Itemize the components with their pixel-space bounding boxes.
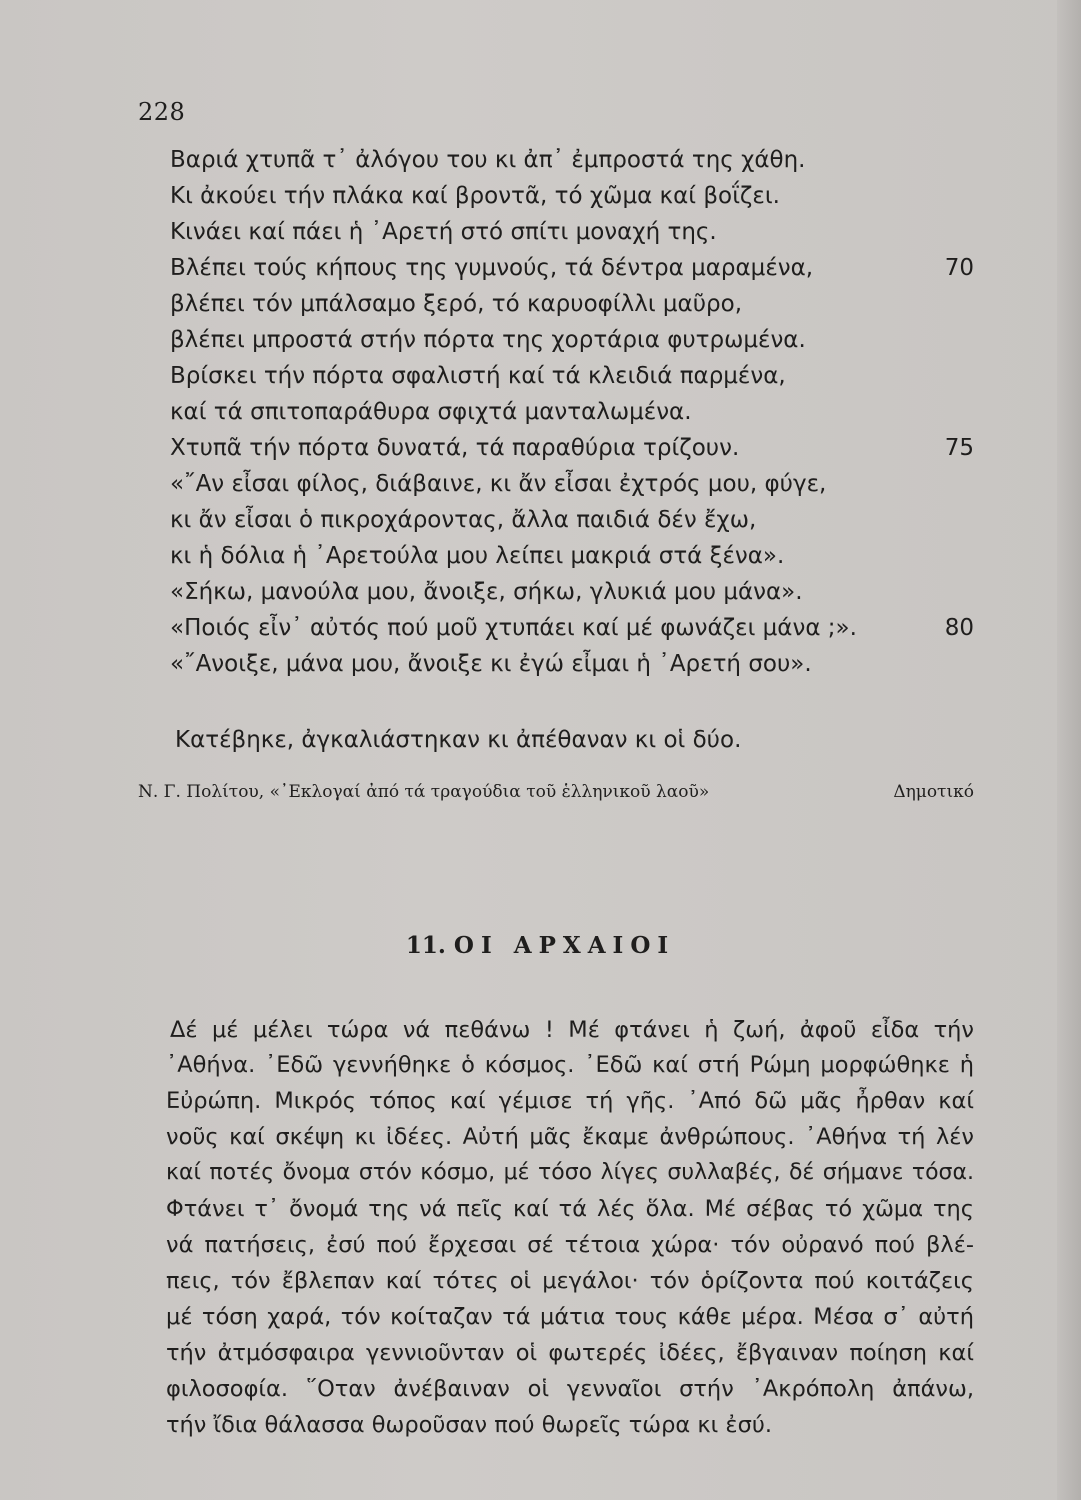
prose-line: μέ τόση χαρά, τόν κοίταζαν τά μάτια τους κάθε μέρα. Μέσα σ᾽ αὐτή bbox=[166, 1304, 974, 1330]
poem-final-line: Κατέβηκε, ἀγκαλιάστηκαν κι ἀπέθαναν κι οἱ δύο. bbox=[175, 727, 742, 753]
page-number: 228 bbox=[138, 98, 186, 126]
poem-line: Χτυπᾶ τήν πόρτα δυνατά, τά παραθύρια τρίζουν. bbox=[170, 435, 740, 461]
prose-line: καί ποτές ὄνομα στόν κόσμο, μέ τόσο λίγες συλλαβές, δέ σήμανε τόσα. bbox=[166, 1160, 974, 1185]
poem-line: «Ποιός εἶν᾽ αὐτός πού μοῦ χτυπάει καί μέ φωνάζει μάνα ;». bbox=[170, 615, 857, 641]
poem-line: βλέπει μπροστά στήν πόρτα της χορτάρια φυτρωμένα. bbox=[170, 327, 806, 353]
poem-line: Κινάει καί πάει ἡ ᾽Αρετή στό σπίτι μοναχή της. bbox=[170, 219, 717, 245]
prose-line: νοῦς καί σκέψη κι ἰδέες. Αὐτή μᾶς ἔκαμε ἀνθρώπους. ᾽Αθήνα τή λέν bbox=[166, 1124, 974, 1150]
poem-line: «῎Αν εἶσαι φίλος, διάβαινε, κι ἄν εἶσαι ἐχτρός μου, φύγε, bbox=[170, 471, 827, 497]
poem-line: κι ἡ δόλια ἡ ᾽Αρετούλα μου λείπει μακριά στά ξένα». bbox=[170, 543, 785, 569]
poem-line: καί τά σπιτοπαράθυρα σφιχτά μανταλωμένα. bbox=[170, 399, 692, 425]
source-citation bbox=[138, 780, 974, 804]
line-number: 70 bbox=[944, 255, 974, 281]
citation-text: Ν. Γ. Πολίτου, «᾽Εκλογαί ἀπό τά τραγούδια τοῦ ἑλληνικοῦ λαοῦ» bbox=[138, 782, 710, 802]
book-spine-shadow bbox=[1057, 0, 1081, 1500]
poem-line: κι ἄν εἶσαι ὁ πικροχάροντας, ἄλλα παιδιά δέν ἔχω, bbox=[170, 507, 757, 533]
section-title: ΟΙ ΑΡΧΑΙΟΙ bbox=[453, 932, 676, 959]
prose-line: Φτάνει τ᾽ ὄνομά της νά πεῖς καί τά λές ὅλα. Μέ σέβας τό χῶμα της bbox=[166, 1196, 974, 1222]
poem-line: βλέπει τόν μπάλσαμο ξερό, τό καρυοφίλλι μαῦρο, bbox=[170, 291, 743, 317]
prose-line: πεις, τόν ἔβλεπαν καί τότες οἱ μεγάλοι· τόν ὁρίζοντα πού κοιτάζεις bbox=[166, 1268, 974, 1294]
prose-line: τήν ἴδια θάλασσα θωροῦσαν πού θωρεῖς τώρα κι ἐσύ. bbox=[166, 1412, 773, 1438]
section-heading bbox=[0, 932, 1081, 959]
poem-line: Κι ἀκούει τήν πλάκα καί βροντᾶ, τό χῶμα καί βοΐζει. bbox=[170, 183, 780, 209]
poem-line: «῎Ανοιξε, μάνα μου, ἄνοιξε κι ἐγώ εἶμαι ἡ ᾽Αρετή σου». bbox=[170, 651, 812, 677]
prose-line: ᾽Αθήνα. ᾽Εδῶ γεννήθηκε ὁ κόσμος. ᾽Εδῶ καί στή Ρώμη μορφώθηκε ἡ bbox=[166, 1052, 974, 1078]
prose-line: τήν ἀτμόσφαιρα γεννιοῦνταν οἱ φωτερές ἰδέες, ἔβγαιναν ποίηση καί bbox=[166, 1340, 974, 1366]
prose-line: φιλοσοφία. ῞Οταν ἀνέβαιναν οἱ γενναῖοι στήν ᾽Ακρόπολη ἀπάνω, bbox=[166, 1376, 974, 1402]
prose-line: Εὐρώπη. Μικρός τόπος καί γέμισε τή γῆς. ᾽Από δῶ μᾶς ἦρθαν καί bbox=[166, 1088, 974, 1114]
poem-line: Βλέπει τούς κήπους της γυμνούς, τά δέντρα μαραμένα, bbox=[170, 255, 814, 281]
section-number: 11. bbox=[405, 932, 446, 959]
genre-label: Δημοτικό bbox=[893, 782, 974, 802]
poem-line: Βαριά χτυπᾶ τ᾽ ἀλόγου του κι ἀπ᾽ ἐμπροστά της χάθη. bbox=[170, 147, 806, 173]
line-number: 75 bbox=[944, 435, 974, 461]
prose-line: νά πατήσεις, ἐσύ πού ἔρχεσαι σέ τέτοια χώρα· τόν οὐρανό πού βλέ- bbox=[166, 1232, 974, 1258]
prose-line: Δέ μέ μέλει τώρα νά πεθάνω ! Μέ φτάνει ἡ ζωή, ἀφοῦ εἶδα τήν bbox=[170, 1017, 974, 1043]
poem-line: Βρίσκει τήν πόρτα σφαλιστή καί τά κλειδιά παρμένα, bbox=[170, 363, 786, 389]
line-number: 80 bbox=[944, 615, 974, 641]
poem-line: «Σήκω, μανούλα μου, ἄνοιξε, σήκω, γλυκιά μου μάνα». bbox=[170, 579, 803, 605]
